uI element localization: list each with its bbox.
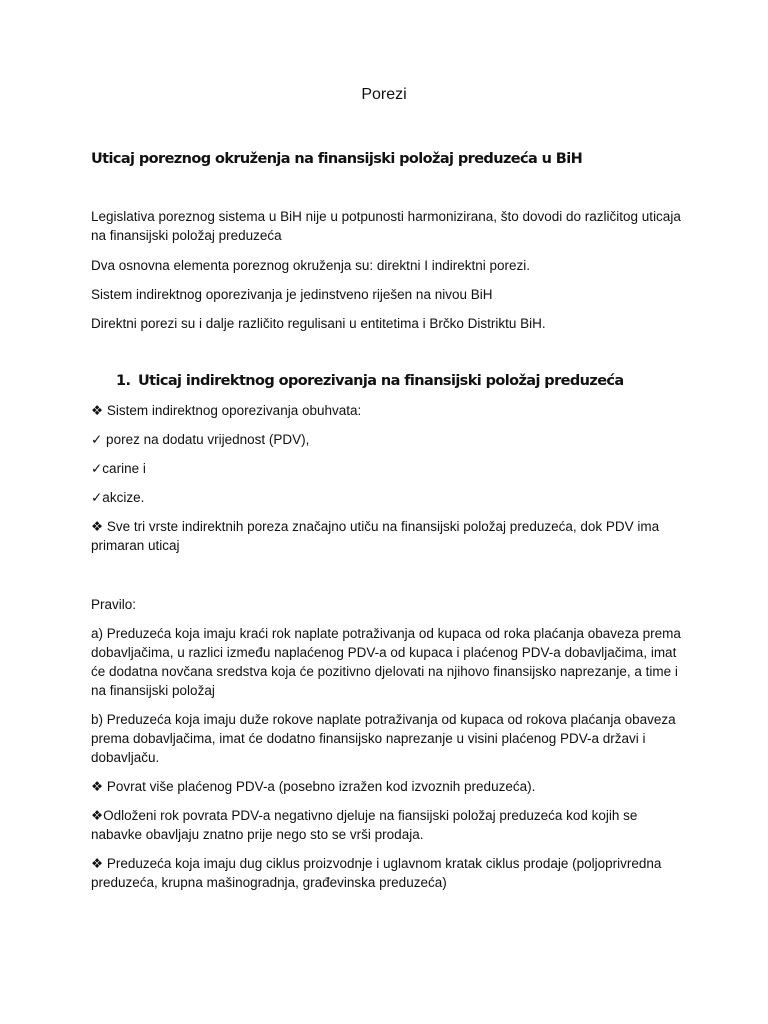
bullet-odlozeni-rok: ❖Odloženi rok povrata PDV-a negativno djeluje na fiansijski položaj preduzeća kod kojih se nabavke obavljaju znatno prije nego sto se vrši prodaja. [91,808,638,842]
section-title: Uticaj indirektnog oporezivanja na finansijski položaj preduzeća [138,373,624,389]
intro-paragraph-2: Dva osnovna elementa poreznog okruženja su: direktni I indirektni porezi. [91,258,530,273]
list-item-carine: ✓carine i [91,461,146,476]
section-number: 1. [116,373,131,389]
list-item-pdv: ✓ porez na dodatu vrijednost (PDV), [91,432,310,447]
section-heading-1 [116,373,624,389]
intro-paragraph-1: Legislativa poreznog sistema u BiH nije u potpunosti harmonizirana, što dovodi do različitog uticaja na finansijski položaj preduzeća [91,209,681,243]
list-note: ❖ Sve tri vrste indirektnih poreza značajno utiču na finansijski položaj preduzeća, dok PDV ima primaran uticaj [91,519,660,553]
rule-label: Pravilo: [91,597,137,612]
list-item-akcize: ✓akcize. [91,490,145,505]
intro-paragraph-3: Sistem indirektnog oporezivanja je jedinstveno riješen na nivou BiH [91,287,493,302]
list-intro: ❖ Sistem indirektnog oporezivanja obuhvata: [91,403,362,418]
intro-paragraph-4: Direktni porezi su i dalje različito regulisani u entitetima i Brčko Distriktu BiH. [91,316,546,331]
main-heading: Uticaj poreznog okruženja na finansijski položaj preduzeća u BiH [91,151,583,167]
bullet-povrat: ❖ Povrat više plaćenog PDV-a (posebno izražen kod izvoznih preduzeća). [91,779,536,794]
bullet-dug-ciklus: ❖ Preduzeća koja imaju dug ciklus proizvodnje i uglavnom kratak ciklus prodaje (poljoprivredna preduzeća, krupna mašinogradnja, građevinska preduzeća) [91,856,662,890]
page-title: Porezi [361,86,407,103]
rule-b: b) Preduzeća koja imaju duže rokove naplate potraživanja od kupaca od rokova plaćanja obaveza prema dobavljačima, imat će dodatno finansijsko naprezanje u visini plaćenog PDV-a državi i dobavljaču. [91,712,676,765]
rule-a: a) Preduzeća koja imaju kraći rok naplate potraživanja od kupaca od roka plaćanja obaveza prema dobavljačima, u razlici između naplaćenog PDV-a od kupaca i plaćenog PDV-a dobavljačima, imat će dodatna novčana sredstva koja će pozitivno djelovati na njihovo finansijsko naprezanje, a time i na finansijski položaj [91,626,681,698]
